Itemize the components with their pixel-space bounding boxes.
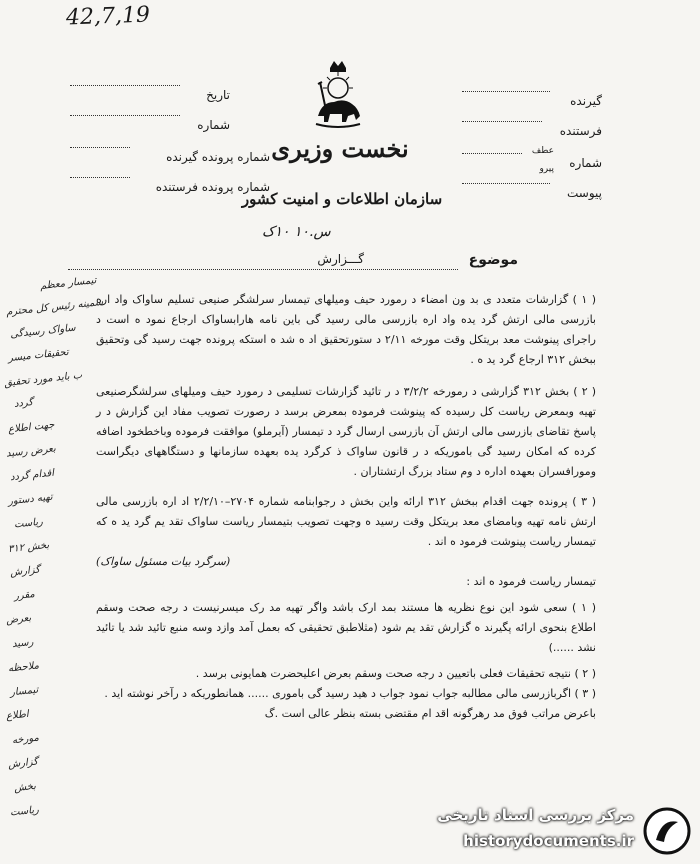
paragraph-1: ( ۱ ) گزارشات متعدد ی بد ون امضاء د رمورد حیف ومیلهای تیمسار سرلشگر صنیعی تسلیم ساواک واد اره بازرسی مالی ارتش گرد یده واد اره بازرسی مالی رسید گی باین نامه هارابساواک ارجاع نمود ه است د راجرای پینوشت معد بریتکل وقت مورخه ۲/۱۱ د ستورتحقیق اد ه شد ه استکه پرونده جهت رسید گی وتحقیق ببخش ۳۱۲ ارجاع گرد ید ه .	[96, 293, 596, 366]
margin-notes	[0, 270, 104, 830]
paragraph-2: ( ۲ ) بخش ۳۱۲ گزارشی د رمورخه ۳/۲/۲ د ر تائید گزارشات تسلیمی د رمورد حیف ومیلهای سرلشگرصنیعی تهیه وبمعرض ریاست کل رسیده که پینوشت فرموده بمعرض برسد د رصورت تصویب مفاد این گزارش د ر پاسخ تقاضای بازرسی مالی ارتش آن بازرسی ارسال گرد د تیمسار (آیرملو) موافقت فرموده وباخطخود اضافه کرده که امکان رسید گی باموریکه د ر قانون ساواک ذ کرگرد یده بعهده سازمانها و دستگاههای دیگراست ومورافسران بعهده اداره د وم ستاد بزرگ ارتشتاران .	[96, 385, 597, 478]
margin-note: ریاست	[13, 516, 44, 531]
paragraph-4: تیمسار ریاست فرمود ه اند :	[466, 575, 596, 588]
margin-note: گزارش	[7, 756, 39, 771]
margin-note: بخش ۳۱۲	[7, 539, 50, 556]
org-subtitle: سازمان اطلاعات و امنیت کشور	[241, 190, 443, 208]
margin-note: تیمسار معظم	[39, 275, 98, 292]
margin-note: بعرض	[5, 612, 32, 627]
reference-number-label: شماره	[569, 156, 602, 170]
margin-note: بعرض رسید	[5, 443, 57, 460]
margin-note: بخش	[13, 780, 37, 795]
margin-note: ساواک رسیدگی	[9, 322, 77, 341]
margin-note: جهت اطلاع	[7, 419, 55, 436]
item-closing: باعرض مراتب فوق مد رهرگونه اقد ام مقتضی بسته بنظر عالی است .گ	[264, 707, 596, 720]
number-label: شماره	[197, 118, 230, 132]
item-2: ( ۲ ) نتیجه تحقیقات فعلی باتعیین د رجه صحت وسقم بعرض اعلیحضرت همایونی برسد .	[195, 667, 596, 680]
org-title: نخست وزیری	[271, 134, 409, 163]
margin-note: ریاست	[9, 804, 40, 819]
margin-note: تیمسار	[9, 684, 39, 699]
ref-code: س.۱۰ ۱۰ک	[262, 224, 331, 240]
margin-note: مورخه	[11, 732, 40, 747]
margin-note: اطلاع	[5, 708, 30, 723]
attachment-label: پیوست	[567, 186, 602, 200]
watermark-logo-icon	[642, 806, 692, 856]
watermark	[396, 802, 696, 858]
margin-note: ب باید مورد تحقیق	[3, 369, 83, 390]
paragraph-3: ( ۳ ) پرونده جهت اقدام ببخش ۳۱۲ ارائه واین بخش د رجوابنامه شماره ۲۷۰۴–۲/۲/۱۰ اد اره بازرسی مالی ارتش نامه تهیه وبامضای معد بریتکل وقت رسید ه وجهت تصویب بتیمسار ریاست ساواک تقد یم گرد ید ه که تیمسار ریاست پینوشت فرمود ه اند .	[96, 495, 597, 548]
inline-handwritten-note: (سرگرد بیات مسئول ساواک)	[96, 555, 231, 568]
sender-label: فرستنده	[559, 124, 602, 138]
report-body	[96, 290, 596, 724]
margin-note: رسید	[11, 636, 35, 651]
recipient-file-number-label: شماره پرونده گیرنده	[166, 150, 270, 164]
margin-note: گزارش	[9, 564, 41, 579]
item-1: ( ۱ ) سعی شود این نوع نظریه ها مستند بمد ارک باشد واگر تهیه مد رک میسرنیست د رجه صحت وسقم اطلاع بنحوی ارائه پگیرند ه گزارش تقد یم شود (مثلاطبق تحقیقی که بعمل آمد وازد وسه منبع تائید شد یا تائید نشد ......)	[96, 601, 596, 654]
margin-note: مقرر	[13, 588, 36, 603]
margin-note: تهیه دستور	[7, 491, 54, 508]
handwritten-date: 42,7,19	[65, 2, 151, 31]
margin-note: تحقیقات میسر	[7, 346, 70, 365]
item-3: ( ۳ ) اگربازرسی مالی مطالبه جواب نمود جواب د هید رسید گی باموری ...... همانطوریکه د رآخر نوشته اید .	[104, 687, 596, 700]
lion-sun-emblem-icon	[308, 58, 368, 130]
margin-note: اقدام گردد	[9, 467, 55, 484]
watermark-title: مرکز بررسی اسناد تاریخی	[437, 806, 634, 824]
subject-row	[68, 252, 518, 274]
reference-sub-peyro: پیرو	[539, 164, 554, 174]
margin-note: ملاحظه	[7, 660, 40, 675]
watermark-url: historydocuments.ir	[463, 832, 634, 850]
sender-file-number-label: شماره پرونده فرستنده	[155, 180, 270, 194]
reference-sub-atf: عطف	[531, 146, 554, 156]
date-label: تاریخ	[206, 88, 230, 102]
receiver-label: گیرنده	[570, 94, 602, 108]
subject-label: موضوع	[468, 252, 518, 268]
report-label: گـــزارش	[313, 252, 368, 266]
margin-note: گردد	[13, 397, 34, 410]
margin-note: سمینه رئیس کل محترم	[5, 296, 104, 319]
